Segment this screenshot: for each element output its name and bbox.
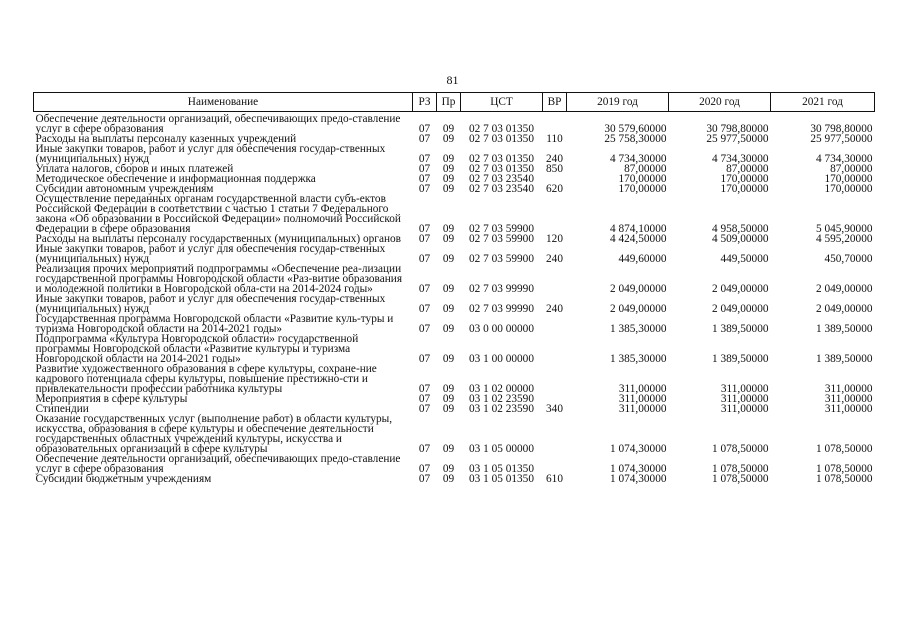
row-2021: 311,00000: [824, 403, 873, 415]
row-2019: 25 758,30000: [604, 133, 667, 145]
row-2020: 1 389,50000: [712, 323, 769, 335]
row-rz: 07: [418, 393, 431, 405]
row-vr: 110: [546, 133, 563, 145]
row-name: Субсидии бюджетным учреждениям: [35, 473, 212, 485]
row-name: Расходы на выплаты персоналу казенных учреждений: [35, 133, 297, 145]
row-name: Подпрограмма «Культура Новгородской области» государственной программы Новгородской области «Развитие культуры и туризма Новгородской области на 2014-2021 годы»: [35, 333, 359, 365]
row-rz: 07: [418, 153, 431, 165]
row-2020: 1 078,50000: [712, 473, 769, 485]
row-2021: 25 977,50000: [810, 133, 873, 145]
row-name: Методическое обеспечение и информационная поддержка: [35, 173, 316, 185]
row-name: Осуществление переданных органам государственной власти субъ-ектов Российской Федерации в соответствии с частью 1 статьи 7 Федерального закона «Об образовании в Российской Федерации» полномочий Российской Федерации в сфере образования: [35, 193, 401, 235]
row-pr: 09: [442, 123, 455, 135]
row-2019: 2 049,00000: [610, 283, 667, 295]
col-header-name: Наименование: [34, 93, 413, 112]
row-2020: 2 049,00000: [712, 283, 769, 295]
row-name: Расходы на выплаты персоналу государственных (муниципальных) органов: [35, 233, 401, 245]
row-2021: 1 078,50000: [816, 473, 873, 485]
row-pr: 09: [442, 383, 455, 395]
row-2020: 170,00000: [720, 173, 769, 185]
budget-table: [33, 92, 875, 484]
row-2019: 2 049,00000: [610, 303, 667, 315]
row-vr: [543, 112, 567, 135]
row-pr: 09: [442, 393, 455, 405]
row-2021: 450,70000: [824, 253, 873, 265]
table-row: [34, 454, 875, 474]
table-row: [34, 264, 875, 294]
row-cst: 02 7 03 01350: [469, 163, 534, 175]
row-2020: 25 977,50000: [706, 133, 769, 145]
col-header-2019: 2019 год: [567, 93, 669, 112]
row-pr: 09: [442, 463, 455, 475]
row-2019: 87,00000: [624, 163, 667, 175]
row-2021: 87,00000: [830, 163, 873, 175]
row-2020: 311,00000: [720, 383, 769, 395]
row-name: Реализация прочих мероприятий подпрограммы «Обеспечение реа-лизации государственной программы Новгородской области «Раз-витие образования и молодежной политики в Новгородской обла-сти на 2014-2024 годы»: [35, 263, 403, 295]
row-rz: 07: [418, 303, 431, 315]
row-cst: 02 7 03 23540: [469, 183, 534, 195]
row-name: Стипендии: [35, 403, 89, 415]
row-2019: 1 385,30000: [610, 323, 667, 335]
row-cst: 02 7 03 01350: [469, 133, 534, 145]
row-2020: 4 734,30000: [712, 153, 769, 165]
row-name: Субсидии автономным учреждениям: [35, 183, 214, 195]
table-header: [34, 93, 875, 112]
row-pr: 09: [442, 223, 455, 235]
row-cst: 03 1 02 23590: [469, 393, 534, 405]
row-vr: 240: [546, 153, 563, 165]
col-header-2021: 2021 год: [771, 93, 875, 112]
row-pr: 09: [442, 473, 455, 485]
row-name: Иные закупки товаров, работ и услуг для обеспечения государ-ственных (муниципальных) нужд: [35, 293, 386, 315]
table-row: [34, 194, 875, 234]
row-rz: 07: [418, 233, 431, 245]
row-rz: 07: [418, 473, 431, 485]
row-vr: [543, 364, 567, 394]
row-rz: 07: [418, 443, 431, 455]
row-2021: 170,00000: [824, 173, 873, 185]
table-row: [34, 414, 875, 454]
row-name: Обеспечение деятельности организаций, обеспечивающих предо-ставление услуг в сфере образования: [35, 453, 401, 475]
row-name: Иные закупки товаров, работ и услуг для обеспечения государ-ственных (муниципальных) нужд: [35, 143, 386, 165]
table-row: [34, 314, 875, 334]
row-2019: 311,00000: [618, 383, 667, 395]
row-pr: 09: [442, 403, 455, 415]
row-2019: 1 074,30000: [610, 443, 667, 455]
row-cst: 02 7 03 59900: [469, 223, 534, 235]
row-vr: 610: [546, 473, 563, 485]
row-pr: 09: [442, 233, 455, 245]
row-2021: 4 734,30000: [816, 153, 873, 165]
row-name: Мероприятия в сфере культуры: [35, 393, 188, 405]
row-2019: 1 074,30000: [610, 473, 667, 485]
row-pr: 09: [442, 173, 455, 185]
row-rz: 07: [418, 463, 431, 475]
row-2021: 4 595,20000: [816, 233, 873, 245]
row-rz: 07: [418, 183, 431, 195]
row-pr: 09: [442, 133, 455, 145]
table-body: [34, 112, 875, 485]
table-row: [34, 144, 875, 164]
row-name: Уплата налогов, сборов и иных платежей: [35, 163, 234, 175]
page-number: 81: [446, 73, 459, 87]
row-2019: 311,00000: [618, 403, 667, 415]
row-2019: 1 385,30000: [610, 353, 667, 365]
row-cst: 03 1 05 00000: [469, 443, 534, 455]
row-cst: 02 7 03 01350: [469, 123, 534, 135]
row-rz: 07: [418, 253, 431, 265]
row-2019: 1 074,30000: [610, 463, 667, 475]
row-pr: 09: [442, 153, 455, 165]
row-name: Развитие художественного образования в сфере культуры, сохране-ние кадрового потенциала сферы культуры, повышение престижно-сти и привлекательности профессии работника культуры: [35, 363, 377, 395]
row-cst: 02 7 03 01350: [469, 153, 534, 165]
row-rz: 07: [418, 403, 431, 415]
row-2021: 1 078,50000: [816, 463, 873, 475]
row-2021: 311,00000: [824, 383, 873, 395]
row-vr: [543, 414, 567, 454]
row-2019: 311,00000: [618, 393, 667, 405]
table-row: [34, 112, 875, 135]
row-2020: 1 389,50000: [712, 353, 769, 365]
row-2021: 170,00000: [824, 183, 873, 195]
row-rz: 07: [418, 223, 431, 235]
row-rz: 07: [418, 163, 431, 175]
table-row: [34, 364, 875, 394]
row-vr: 850: [546, 163, 563, 175]
row-2019: 4 424,50000: [610, 233, 667, 245]
row-2021: 2 049,00000: [816, 283, 873, 295]
table-row: [34, 474, 875, 484]
row-2020: 1 078,50000: [712, 463, 769, 475]
row-cst: 02 7 03 59900: [469, 233, 534, 245]
row-rz: 07: [418, 123, 431, 135]
row-cst: 02 7 03 59900: [469, 253, 534, 265]
row-cst: 03 1 05 01350: [469, 473, 534, 485]
row-cst: 03 1 05 01350: [469, 463, 534, 475]
col-header-cst: ЦСТ: [461, 93, 543, 112]
row-2020: 449,50000: [720, 253, 769, 265]
row-cst: 02 7 03 23540: [469, 173, 534, 185]
row-pr: 09: [442, 443, 455, 455]
table-row: [34, 334, 875, 364]
row-2020: 2 049,00000: [712, 303, 769, 315]
row-2020: 4 509,00000: [712, 233, 769, 245]
row-pr: 09: [442, 353, 455, 365]
row-2020: 311,00000: [720, 403, 769, 415]
row-cst: 02 7 03 99990: [469, 283, 534, 295]
table-row: [34, 294, 875, 314]
row-vr: 240: [546, 303, 563, 315]
row-rz: 07: [418, 283, 431, 295]
row-rz: 07: [418, 353, 431, 365]
row-vr: 340: [546, 403, 563, 415]
row-name: Государственная программа Новгородской области «Развитие куль-туры и туризма Новгородской области на 2014-2021 годы»: [35, 313, 394, 335]
row-rz: 07: [418, 383, 431, 395]
row-pr: 09: [442, 163, 455, 175]
col-header-pr: Пр: [437, 93, 461, 112]
row-vr: 240: [546, 253, 563, 265]
row-name: Иные закупки товаров, работ и услуг для обеспечения государ-ственных (муниципальных) нужд: [35, 243, 386, 265]
row-vr: [543, 194, 567, 234]
row-2020: 87,00000: [726, 163, 769, 175]
row-2021: 30 798,80000: [810, 123, 873, 135]
row-2019: 449,60000: [618, 253, 667, 265]
row-2019: 4 734,30000: [610, 153, 667, 165]
row-cst: 02 7 03 99990: [469, 303, 534, 315]
row-pr: 09: [442, 183, 455, 195]
row-cst: 03 0 00 00000: [469, 323, 534, 335]
row-2020: 4 958,50000: [712, 223, 769, 235]
row-pr: 09: [442, 283, 455, 295]
row-vr: [543, 314, 567, 334]
row-2019: 30 579,60000: [604, 123, 667, 135]
row-2020: 30 798,80000: [706, 123, 769, 135]
row-vr: 120: [546, 233, 563, 245]
row-2020: 311,00000: [720, 393, 769, 405]
col-header-rz: РЗ: [413, 93, 437, 112]
row-name: Обеспечение деятельности организаций, обеспечивающих предо-ставление услуг в сфере образования: [35, 113, 401, 135]
row-rz: 07: [418, 323, 431, 335]
row-2019: 170,00000: [618, 173, 667, 185]
row-rz: 07: [418, 173, 431, 185]
row-pr: 09: [442, 253, 455, 265]
row-2021: 311,00000: [824, 393, 873, 405]
row-2020: 170,00000: [720, 183, 769, 195]
row-2021: 5 045,90000: [816, 223, 873, 235]
row-vr: [543, 264, 567, 294]
row-2020: 1 078,50000: [712, 443, 769, 455]
row-2021: 1 389,50000: [816, 353, 873, 365]
row-pr: 09: [442, 323, 455, 335]
row-cst: 03 1 00 00000: [469, 353, 534, 365]
row-rz: 07: [418, 133, 431, 145]
row-2019: 4 874,10000: [610, 223, 667, 235]
row-pr: 09: [442, 303, 455, 315]
col-header-2020: 2020 год: [669, 93, 771, 112]
row-2019: 170,00000: [618, 183, 667, 195]
row-vr: [543, 454, 567, 474]
row-cst: 03 1 02 23590: [469, 403, 534, 415]
table-row: [34, 244, 875, 264]
row-2021: 1 389,50000: [816, 323, 873, 335]
row-vr: 620: [546, 183, 563, 195]
row-name: Оказание государственных услуг (выполнение работ) в области культуры, искусства, образования в сфере культуры и обеспечение деятельности государственных областных учреждений культуры, искусства и образовательных организаций в сфере культуры: [35, 413, 393, 455]
row-vr: [543, 334, 567, 364]
row-2021: 1 078,50000: [816, 443, 873, 455]
row-2021: 2 049,00000: [816, 303, 873, 315]
row-cst: 03 1 02 00000: [469, 383, 534, 395]
col-header-vr: ВР: [543, 93, 567, 112]
